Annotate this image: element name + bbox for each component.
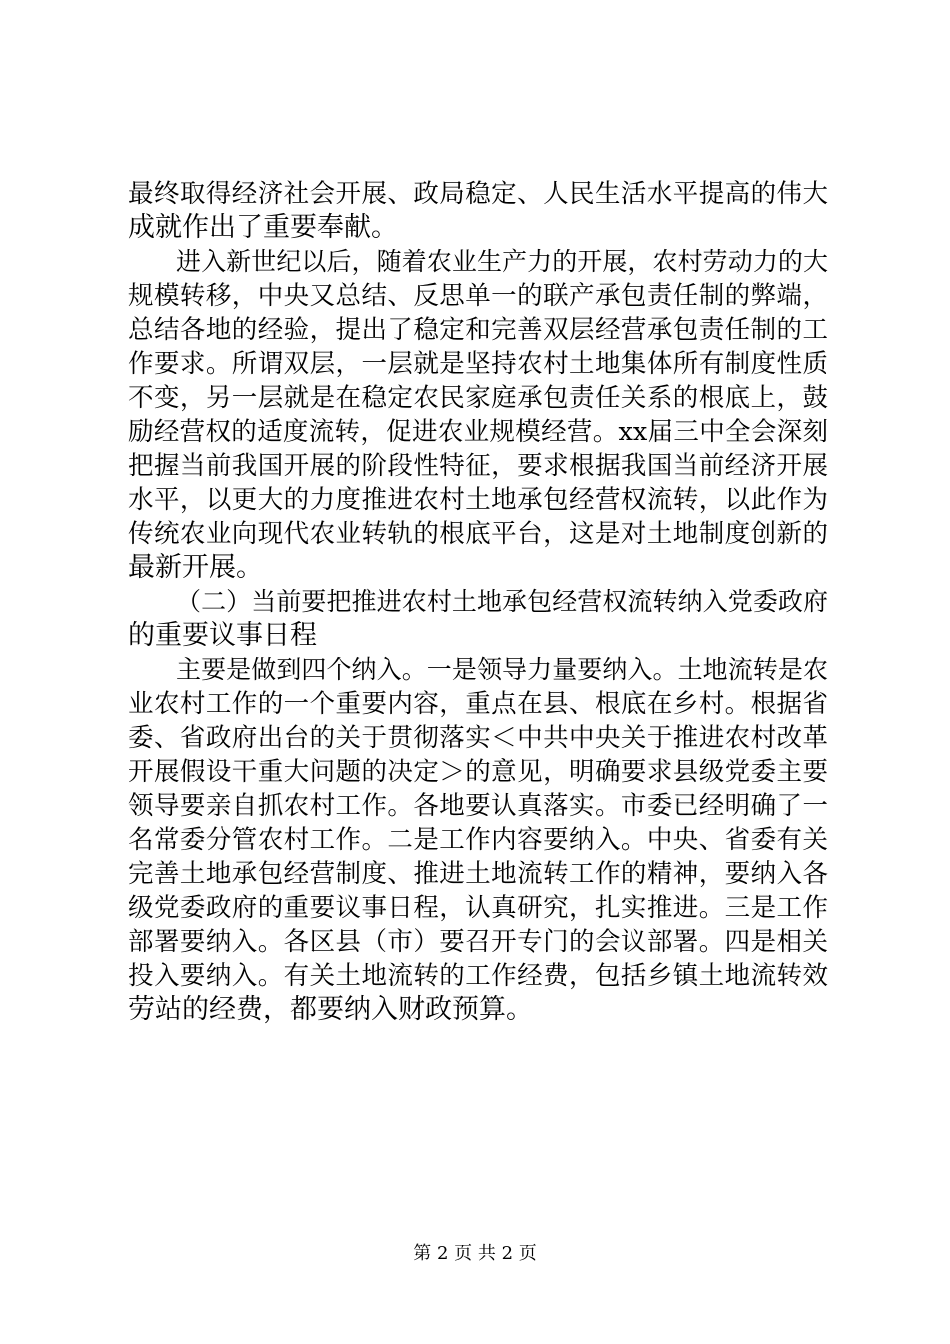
section-heading-continued: 的重要议事日程 [128,620,317,651]
text-line: 开展假设干重大问题的决定＞的意见，明确要求县级党委主要 [128,757,828,787]
paragraph-first-line: 主要是做到四个纳入。一是领导力量要纳入。土地流转是农 [176,655,828,684]
text-line: 委、省政府出台的关于贯彻落实＜中共中央关于推进农村改革 [128,723,828,753]
text-line: 完善土地承包经营制度、推进土地流转工作的精神，要纳入各 [128,859,828,889]
text-line: 励经营权的适度流转，促进农业规模经营。xx届三中全会深刻 [128,417,828,447]
text-line: 最终取得经济社会开展、政局稳定、人民生活水平提高的伟大 [128,179,828,209]
text-line: 规模转移，中央又总结、反思单一的联产承包责任制的弊端， [128,281,828,311]
text-line: 部署要纳入。各区县（市）要召开专门的会议部署。四是相关 [128,927,828,957]
text-line: 领导要亲自抓农村工作。各地要认真落实。市委已经明确了一 [128,791,828,821]
text-line: 业农村工作的一个重要内容，重点在县、根底在乡村。根据省 [128,689,828,719]
text-line: 把握当前我国开展的阶段性特征，要求根据我国当前经济开展 [128,451,828,481]
text-line: 传统农业向现代农业转轨的根底平台，这是对土地制度创新的 [128,519,828,549]
text-line: 水平，以更大的力度推进农村土地承包经营权流转，以此作为 [128,485,828,515]
text-line: 劳站的经费，都要纳入财政预算。 [128,994,533,1025]
text-line: 总结各地的经验，提出了稳定和完善双层经营承包责任制的工 [128,315,828,345]
page-number-footer: 第 2 页 共 2 页 [413,1243,537,1264]
text-line: 名常委分管农村工作。二是工作内容要纳入。中央、省委有关 [128,825,828,855]
text-line: 成就作出了重要奉献。 [128,212,398,243]
paragraph-first-line: 进入新世纪以后，随着农业生产力的开展，农村劳动力的大 [176,247,828,276]
text-line: 最新开展。 [128,552,263,583]
text-line: 级党委政府的重要议事日程，认真研究，扎实推进。三是工作 [128,893,828,923]
text-line: 投入要纳入。有关土地流转的工作经费，包括乡镇土地流转效 [128,961,828,991]
section-heading: （二）当前要把推进农村土地承包经营权流转纳入党委政府 [176,587,828,616]
text-line: 不变，另一层就是在稳定农民家庭承包责任关系的根底上，鼓 [128,383,828,413]
text-line: 作要求。所谓双层，一层就是坚持农村土地集体所有制度性质 [128,349,828,379]
